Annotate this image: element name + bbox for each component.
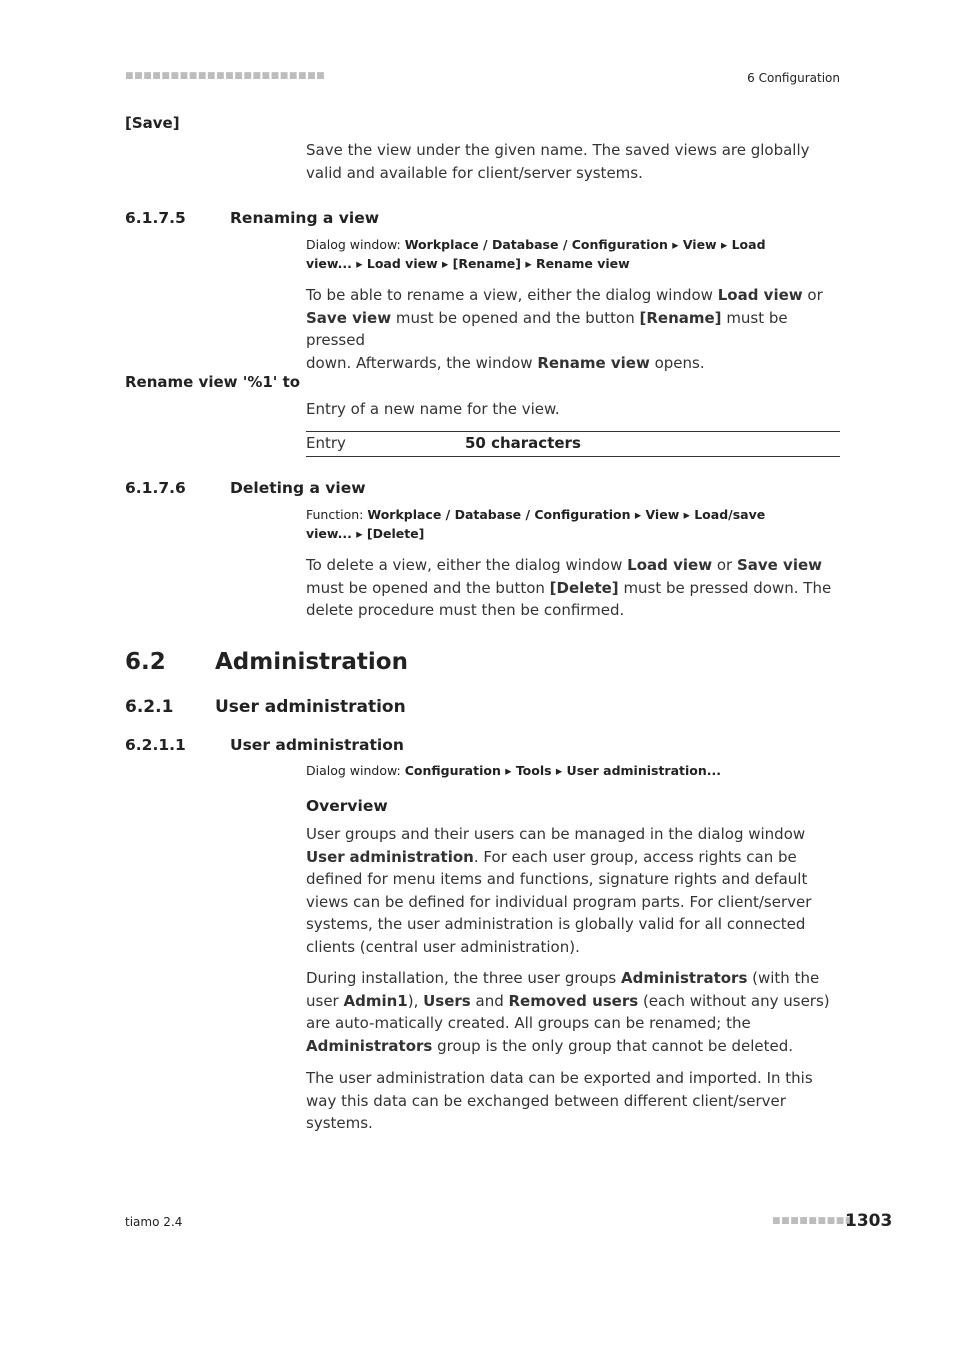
entry-key: Entry: [306, 434, 346, 452]
text-run: must be pressed: [306, 308, 788, 349]
section-number-6211: 6.2.1.1: [125, 736, 186, 754]
text-run: must be pressed down. The: [618, 578, 832, 597]
rename-field-label: Rename view '%1' to: [125, 373, 301, 391]
text-run: or: [712, 556, 737, 574]
overview-paragraph-1: [306, 823, 842, 958]
path-line1: Workplace / Database / Configuration ▸ View ▸ Load: [404, 237, 766, 252]
rename-field-description: Entry of a new name for the view.: [306, 400, 560, 418]
text-run: must be opened and the button: [306, 578, 550, 597]
text-run: . For each user group, access rights can be defined for menu items and functions, signature rights and default views can be defined for individual program parts. For client/server systems, the user administration is globally valid for all connected clients (central user administration).: [306, 847, 812, 956]
text-run: opens.: [649, 353, 705, 372]
function-path-6176: [306, 505, 846, 543]
section-number-621: 6.2.1: [125, 697, 174, 717]
path-line2: view... ▸ [Delete]: [306, 526, 425, 541]
term-removed-users: Removed users: [508, 991, 639, 1010]
term-load-view: Load view: [717, 286, 803, 304]
path-line2: view... ▸ Load view ▸ [Rename] ▸ Rename view: [306, 256, 630, 271]
section-number-62: 6.2: [125, 649, 166, 675]
term-administrators: Administrators: [621, 969, 748, 987]
footer-decoration: ■■■■■■■■■: [772, 1216, 854, 1226]
path-prefix: Function:: [306, 507, 368, 522]
path-prefix: Dialog window:: [306, 237, 405, 252]
path-prefix: Dialog window:: [306, 763, 405, 778]
entry-spec-table: [306, 431, 840, 457]
header-decoration: ■■■■■■■■■■■■■■■■■■■■■■: [125, 71, 326, 81]
term-save-view: Save view: [306, 308, 392, 327]
save-label: [Save]: [125, 114, 180, 132]
footer-product: tiamo 2.4: [125, 1215, 183, 1229]
path-bold: Configuration ▸ Tools ▸ User administration...: [404, 763, 722, 778]
text-run: To be able to rename a view, either the dialog window: [306, 286, 718, 304]
header-chapter: 6 Configuration: [747, 71, 840, 85]
text-run: must be opened and the button: [391, 308, 640, 327]
term-save-view: Save view: [736, 556, 823, 574]
text-run: To delete a view, either the dialog window: [306, 556, 628, 574]
dialog-path-6175: [306, 235, 846, 273]
section-title-6176: Deleting a view: [230, 479, 366, 497]
section-number-6176: 6.1.7.6: [125, 479, 186, 497]
term-rename-button: [Rename]: [639, 308, 722, 327]
overview-heading: Overview: [306, 797, 388, 815]
overview-paragraph-3: The user administration data can be exported and imported. In this way this data can be exchanged between different client/server systems.: [306, 1069, 813, 1132]
dialog-path-6211: [306, 761, 846, 780]
term-user: User: [306, 847, 345, 866]
term-administrators: Administrators: [306, 1036, 433, 1055]
term-users: Users: [423, 991, 471, 1010]
text-run: delete procedure must then be confirmed.: [306, 601, 625, 619]
term-rename-view: Rename view: [537, 353, 650, 372]
page-number: 1303: [845, 1211, 893, 1231]
text-run: (with the user: [306, 969, 820, 1010]
section-title-6211: User administration: [230, 736, 404, 754]
delete-description: [306, 554, 842, 622]
path-line1: Workplace / Database / Configuration ▸ View ▸ Load/save: [367, 507, 766, 522]
text-run: User groups and their users can be managed in the dialog window: [306, 825, 806, 843]
text-run: (each without any users) are auto-matically created. All groups can be renamed; the: [306, 991, 830, 1032]
section-title-6175: Renaming a view: [230, 209, 380, 227]
text-run: During installation, the three user groups: [306, 969, 622, 987]
overview-paragraph-2: [306, 967, 842, 1057]
section-title-62: Administration: [215, 649, 408, 675]
term-delete-button: [Delete]: [549, 578, 619, 597]
text-run: down. Afterwards, the window: [306, 353, 538, 372]
entry-value: 50 characters: [465, 434, 581, 452]
text-run: ),: [407, 991, 424, 1010]
section-title-621: User administration: [215, 697, 406, 717]
save-description: Save the view under the given name. The saved views are globally valid and available for client/server systems.: [306, 141, 810, 182]
text-run: group is the only group that cannot be deleted.: [432, 1036, 793, 1055]
term-administration: administration: [349, 847, 474, 866]
term-admin1: Admin1: [343, 991, 408, 1010]
text-run: and: [470, 991, 509, 1010]
term-load-view: Load view: [627, 556, 713, 574]
rename-description: [306, 284, 842, 374]
text-run: or: [802, 286, 823, 304]
section-number-6175: 6.1.7.5: [125, 209, 186, 227]
